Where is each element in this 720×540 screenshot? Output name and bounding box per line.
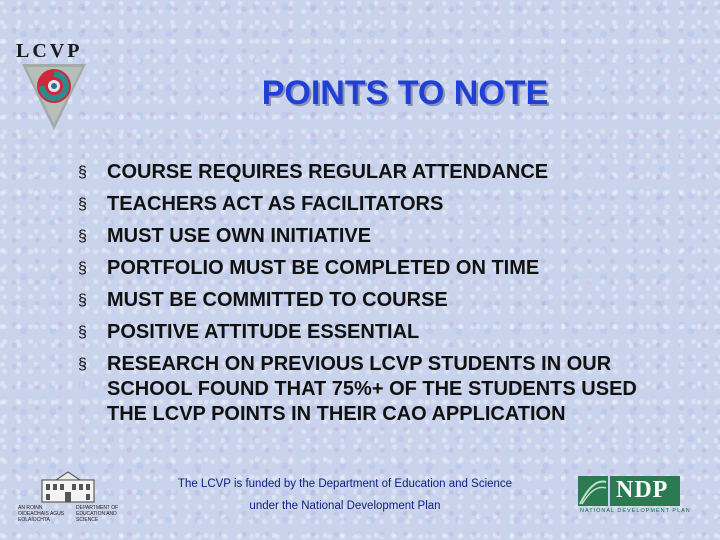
- bullet-text: COURSE REQUIRES REGULAR ATTENDANCE: [107, 161, 549, 183]
- bullet-marker: §: [78, 324, 87, 341]
- lcvp-swirl-icon: [22, 64, 86, 132]
- funding-note: The LCVP is funded by the Department of Education and Science: [177, 478, 513, 490]
- list-item: [78, 256, 678, 281]
- list-item: [78, 192, 678, 217]
- department-caption-irish: AN ROINN OIDEACHAIS AGUS EOLAÍOCHTA: [18, 505, 65, 523]
- ndp-logo-text: NDP: [616, 477, 669, 503]
- bullet-list: [78, 160, 678, 427]
- lcvp-logo: [14, 40, 94, 132]
- list-item: [78, 224, 678, 249]
- bullet-marker: §: [78, 228, 87, 245]
- bullet-marker: §: [78, 196, 87, 213]
- bullet-text: RESEARCH ON PREVIOUS LCVP STUDENTS IN OUR SCHOOL FOUND THAT 75%+ OF THE STUDENTS USED THE LCVP POINTS IN THEIR CAO APPLICATION: [107, 353, 637, 425]
- list-item: [78, 288, 678, 313]
- funding-note-line2: under the National Development Plan: [249, 500, 441, 512]
- bullet-marker: §: [78, 164, 87, 181]
- bullet-marker: §: [78, 260, 87, 277]
- bullet-text: MUST BE COMMITTED TO COURSE: [107, 289, 448, 311]
- bullet-text: POSITIVE ATTITUDE ESSENTIAL: [107, 321, 420, 343]
- page-title: POINTS TO NOTE: [261, 74, 549, 112]
- bullet-text: PORTFOLIO MUST BE COMPLETED ON TIME: [107, 257, 540, 279]
- list-item: [78, 320, 678, 345]
- department-caption-english: DEPARTMENT OF EDUCATION AND SCIENCE: [76, 505, 119, 523]
- lcvp-logo-text: LCVP: [16, 40, 83, 62]
- list-item: [78, 352, 678, 427]
- ndp-caption: NATIONAL DEVELOPMENT PLAN: [580, 508, 691, 514]
- bullet-text: TEACHERS ACT AS FACILITATORS: [107, 193, 444, 215]
- bullet-text: MUST USE OWN INITIATIVE: [107, 225, 372, 247]
- list-item: [78, 160, 678, 185]
- bullet-marker: §: [78, 292, 87, 309]
- bullet-marker: §: [78, 356, 87, 373]
